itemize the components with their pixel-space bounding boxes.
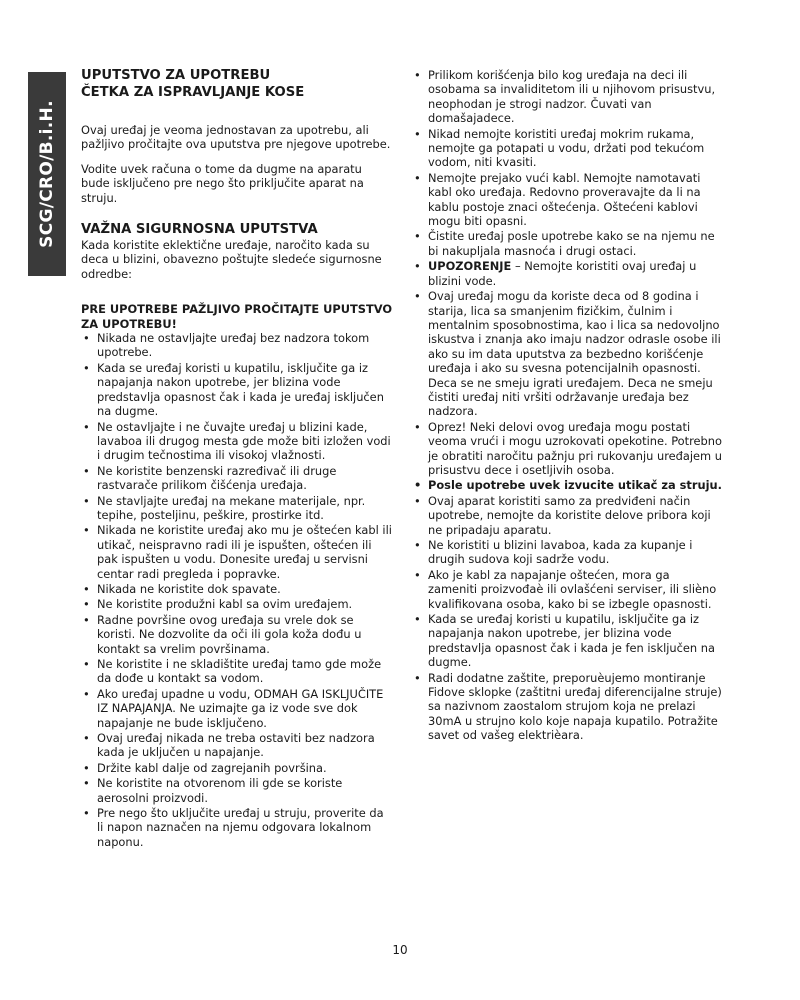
list-item: • Držite kabl dalje od zagrejanih površina. (81, 761, 393, 775)
safety-heading: VAŽNA SIGURNOSNA UPUTSTVA (81, 222, 318, 238)
list-item: • Ne koristiti u blizini lavaboa, kada za kupanje i drugih sudova koji sadrže vodu. (412, 538, 722, 567)
left-safety-list (81, 331, 393, 849)
intro-paragraph-2: Vodite uvek računa o tome da dugme na aparatu bude isključeno pre nego što priključite aparat na struju. (81, 161, 364, 205)
warning-heading: PRE UPOTREBE PAŽLJIVO PROČITAJTE UPUTSTVO ZA UPOTREBU! (81, 302, 393, 331)
list-item: • Nikad nemojte koristiti uređaj mokrim rukama, nemojte ga potapati u vodu, držati pod tekućom vodom, niti kvasiti. (412, 127, 722, 170)
list-item: • Ovaj uređaj nikada ne treba ostaviti bez nadzora kada je uključen u napajanje. (81, 731, 393, 760)
intro-paragraph-1: Ovaj uređaj je veoma jednostavan za upotrebu, ali pažljivo pročitajte ova uputstva pre njegove upotrebe. (81, 123, 391, 152)
list-item: • Kada se uređaj koristi u kupatilu, isključite ga iz napajanja nakon upotrebe, jer blizina vode predstavlja opasnost čak i kada je fen isključen na dugme. (412, 612, 722, 670)
language-tab-label: SCG/CRO/B.i.H. (37, 100, 58, 248)
warning-item (412, 259, 722, 288)
list-item: • Ovaj uređaj mogu da koriste deca od 8 godina i starija, lica sa smanjenim fizičkim, čulnim i mentalnim sposobnostima, kao i lica sa nedovoljno iskustva i znanja ako imaju nadzor odrasle osobe ili ako su im data uputstva za bezbedno korišćenje uređaja i ako su svesna potencijalnih opasnosti. Deca se ne smeju igrati uređajem. Deca ne smeju čistiti uređaj niti vršiti održavanje uređaja bez nadzora. (412, 289, 722, 419)
list-item: • Ne stavljajte uređaj na mekane materijale, npr. tepihe, posteljinu, peškire, prostirke itd. (81, 494, 393, 523)
list-item: • Nikada ne koristite dok spavate. (81, 582, 393, 596)
list-item: • Ne koristite na otvorenom ili gde se koriste aerosolni proizvodi. (81, 776, 393, 805)
list-item: • Prilikom korišćenja bilo kog uređaja na deci ili osobama sa invaliditetom ili u njihovom prisustvu, neophodan je strogi nadzor. Čuvati van domašajadece. (412, 68, 722, 126)
list-item: • Pre nego što uključite uređaj u struju, proverite da li napon naznačen na njemu odgovara lokalnom naponu. (81, 806, 393, 849)
page-number: 10 (392, 943, 408, 957)
unplug-item: • Posle upotrebe uvek izvucite utikač za struju. (412, 478, 722, 492)
list-item: • Nikada ne ostavljajte uređaj bez nadzora tokom upotrebe. (81, 331, 393, 360)
list-item: • Nikada ne koristite uređaj ako mu je oštećen kabl ili utikač, neispravno radi ili je ispušten, oštećen ili pak ispušten u vodu. Donesite uređaj u servisni centar radi pregleda i popravke. (81, 523, 393, 581)
list-item: • Radi dodatne zaštite, preporuèujemo montiranje Fidove sklopke (zaštitni uređaj diferencijalne struje) sa nazivnom zaostalom strujom koja ne prelazi 30mA u strujno kolo koje napaja kupatilo. Potražite savet od vašeg elektrièara. (412, 671, 722, 743)
right-safety-list (412, 68, 722, 743)
warning-text: – Nemojte koristiti ovaj uređaj u blizini vode. (428, 259, 697, 288)
right-column (412, 68, 722, 744)
list-item: • Ako uređaj upadne u vodu, ODMAH GA ISKLJUČITE IZ NAPAJANJA. Ne uzimajte ga iz vode sve dok napajanje ne bude isključeno. (81, 687, 393, 730)
title-line-2: ČETKA ZA ISPRAVLJANJE KOSE (81, 84, 305, 100)
language-tab (28, 72, 66, 276)
list-item: • Nemojte prejako vući kabl. Nemojte namotavati kabl oko uređaja. Redovno proveravajte da li na kablu postoje znaci oštećenja. Oštećeni kablovi mogu biti opasni. (412, 171, 722, 229)
list-item: • Ne koristite benzenski razređivač ili druge rastvarače prilikom čišćenja uređaja. (81, 464, 393, 493)
list-item: • Ovaj aparat koristiti samo za predviđeni način upotrebe, nemojte da koristite delove pribora koji ne pripadaju aparatu. (412, 494, 722, 537)
safety-intro: Kada koristite eklektične uređaje, naročito kada su deca u blizini, obavezno poštujte sledeće sigurnosne odredbe: (81, 238, 382, 281)
list-item: • Ne koristite produžni kabl sa ovim uređajem. (81, 597, 393, 611)
left-column (81, 68, 393, 850)
list-item: • Radne površine ovog uređaja su vrele dok se koristi. Ne dozvolite da oči ili gola koža dođu u kontakt sa vrelim površinama. (81, 613, 393, 656)
document-title (81, 68, 393, 101)
title-line-1: UPUTSTVO ZA UPOTREBU (81, 68, 271, 83)
list-item: • Kada se uređaj koristi u kupatilu, isključite ga iz napajanja nakon upotrebe, jer blizina vode predstavlja opasnost čak i kada je uređaj isključen na dugme. (81, 361, 393, 419)
list-item: • Ne ostavljajte i ne čuvajte uređaj u blizini kade, lavaboa ili drugog mesta gde može biti izložen vodi i drugim tečnostima ili visokoj vlažnosti. (81, 420, 393, 463)
list-item: • Ako je kabl za napajanje oštećen, mora ga zameniti proizvođaè ili ovlašćeni serviser, ili slièno kvalifikovana osoba, kako bi se izbegle opasnosti. (412, 568, 722, 611)
list-item: • Ne koristite i ne skladištite uređaj tamo gde može da dođe u kontakt sa vodom. (81, 657, 393, 686)
list-item: • Oprez! Neki delovi ovog uređaja mogu postati veoma vrući i mogu uzrokovati opekotine. Potrebno je obratiti naročitu pažnju pri rukovanju uređajem u prisustvu dece i osetljivih osoba. (412, 420, 722, 478)
warning-label: UPOZORENJE (428, 259, 512, 274)
list-item: • Čistite uređaj posle upotrebe kako se na njemu ne bi nakupljala masnoća i drugi ostaci. (412, 229, 722, 258)
